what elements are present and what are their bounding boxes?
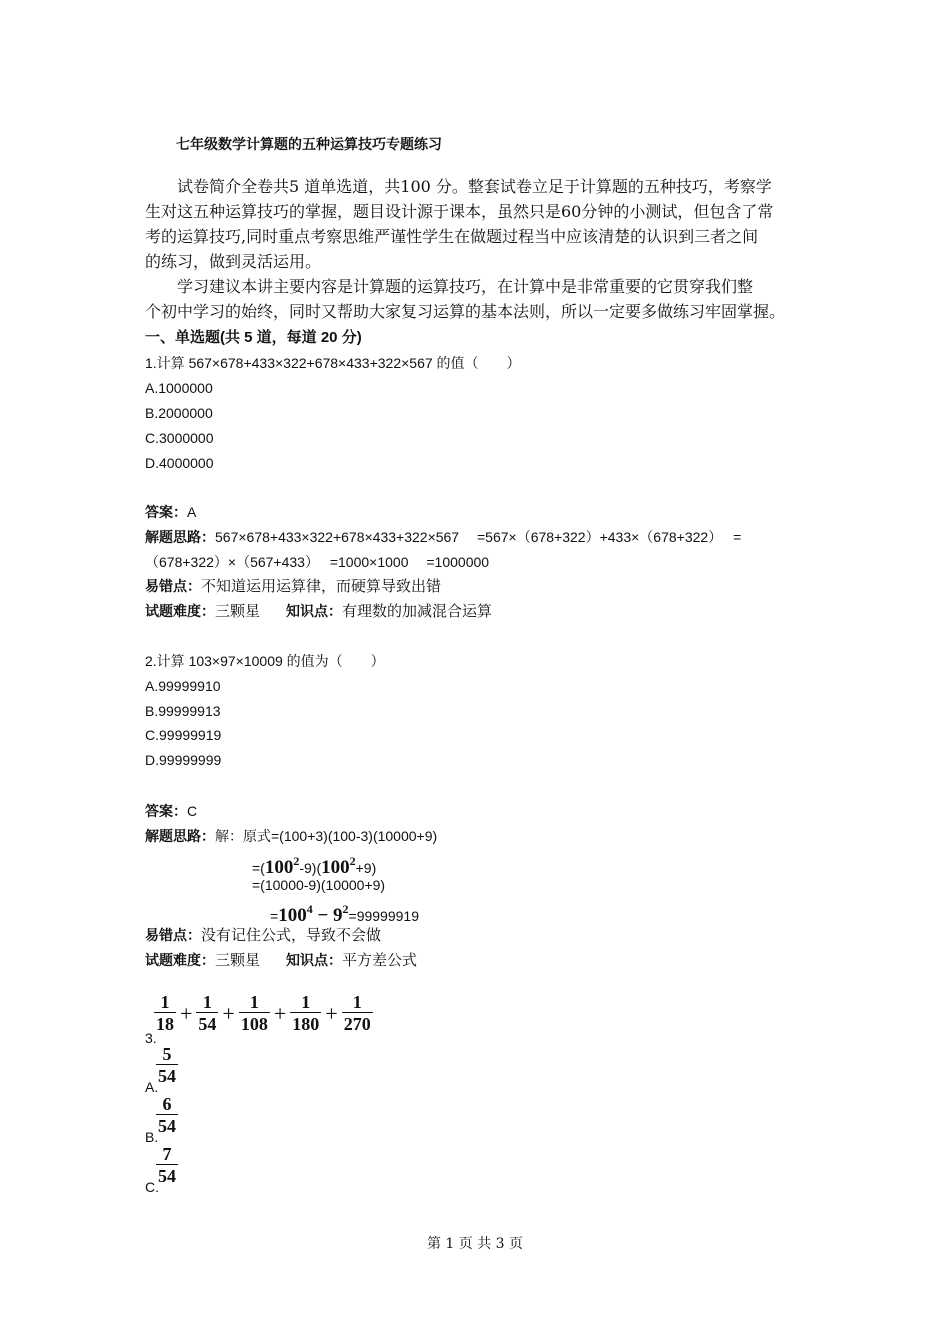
q3-term-5-den: 270	[343, 1014, 371, 1034]
q3-term-1	[154, 992, 176, 1035]
q2-mistake-label: 易错点：	[145, 927, 201, 943]
q2-line4-exp-2: 2	[342, 902, 349, 916]
q2-line2-close: +9)	[355, 860, 377, 876]
q3-expression	[154, 992, 373, 1035]
q2-knowledge-label: 知识点：	[286, 952, 343, 968]
q2-option-d: D.99999999	[145, 752, 222, 768]
q3-term-1-den: 18	[156, 1014, 174, 1034]
q2-approach-line-1	[145, 826, 437, 846]
q3-term-3-den: 108	[240, 1014, 268, 1034]
q3-term-2-num: 1	[202, 992, 212, 1012]
intro-line-2: 生对这五种运算技巧的掌握，题目设计源于课本，虽然只是60分钟的小测试，但包含了常	[145, 202, 774, 221]
q1-mistake-label: 易错点：	[145, 578, 201, 594]
q2-mistake	[145, 925, 381, 945]
q1-approach-line-1	[145, 527, 741, 547]
q2-line2-base-2: 100	[321, 857, 350, 878]
q3-option-b-fraction	[156, 1094, 178, 1137]
q1-approach-label: 解题思路：	[145, 529, 215, 545]
q2-line4-eq: =	[270, 908, 279, 924]
q3-term-4-num: 1	[301, 992, 311, 1012]
q2-difficulty-label: 试题难度：	[145, 952, 215, 968]
q3-option-c-fraction	[156, 1144, 178, 1187]
q1-mistake	[145, 576, 441, 596]
q3-term-2-den: 54	[198, 1014, 217, 1034]
q2-answer-value: C	[187, 803, 198, 819]
q2-knowledge: 平方差公式	[342, 951, 418, 969]
fraction	[156, 1094, 178, 1137]
q2-line2-exp-1: 2	[293, 854, 300, 868]
q2-option-c: C.99999919	[145, 727, 222, 743]
q1-option-c: C.3000000	[145, 430, 214, 446]
q3-term-2	[196, 992, 218, 1035]
q3-number: 3.	[145, 1030, 157, 1046]
q3-term-4	[290, 992, 321, 1035]
q3-option-c-den: 54	[158, 1166, 176, 1186]
q2-approach-label: 解题思路：	[145, 828, 215, 844]
intro-line-3: 考的运算技巧,同时重点考察思维严谨性学生在做题过程当中应该清楚的认识到三者之间	[145, 227, 759, 246]
q2-line4-minus: −	[312, 905, 334, 926]
q2-line4-base-2: 9	[333, 905, 343, 926]
q2-line2-mid: -9)(	[299, 860, 322, 876]
q3-term-3	[239, 992, 270, 1035]
intro-line-4: 的练习，做到灵活运用。	[145, 252, 322, 271]
plus-sign: +	[325, 1000, 338, 1026]
q3-option-c-label: C.	[145, 1179, 159, 1195]
q2-line2-exp-2: 2	[349, 854, 356, 868]
fraction	[156, 1144, 178, 1187]
q2-mistake-text: 没有记住公式，导致不会做	[201, 926, 382, 944]
q2-answer	[145, 801, 197, 821]
q3-option-c-num: 7	[162, 1144, 172, 1164]
q1-option-a: A.1000000	[145, 380, 213, 396]
q2-line2-open: =(	[252, 860, 265, 876]
q3-option-b-label: B.	[145, 1129, 159, 1145]
q1-approach-line-2: （678+322）×（567+433） =1000×1000 =1000000	[145, 554, 490, 570]
q3-option-b-num: 6	[162, 1094, 172, 1114]
q3-term-5	[342, 992, 373, 1035]
q1-option-d: D.4000000	[145, 455, 214, 471]
q2-line4-base-1: 100	[278, 905, 307, 926]
plus-sign: +	[222, 1000, 235, 1026]
q3-term-1-num: 1	[160, 992, 170, 1012]
q2-option-b: B.99999913	[145, 703, 221, 719]
q3-term-3-num: 1	[249, 992, 259, 1012]
q3-option-a-num: 5	[162, 1044, 172, 1064]
q2-approach-line-3: =(10000-9)(10000+9)	[252, 877, 386, 893]
plus-sign: +	[180, 1000, 193, 1026]
intro-line-1: 试卷简介全卷共5 道单选道，共100 分。整套试卷立足于计算题的五种技巧，考察学	[177, 177, 772, 196]
q3-option-a-fraction	[156, 1044, 178, 1087]
q1-knowledge: 有理数的加减混合运算	[342, 602, 493, 620]
q2-line4-result: =99999919	[348, 908, 419, 924]
q3-term-4-den: 180	[292, 1014, 320, 1034]
q2-meta	[145, 950, 417, 970]
q2-line4-exp-1: 4	[306, 902, 313, 916]
document-title: 七年级数学计算题的五种运算技巧专题练习	[176, 136, 442, 152]
q1-answer-label: 答案：	[145, 504, 187, 520]
q1-question: 1.计算 567×678+433×322+678×433+322×567 的值（ ）	[145, 355, 521, 371]
q2-option-a: A.99999910	[145, 678, 221, 694]
q2-difficulty: 三颗星	[215, 951, 261, 969]
q2-answer-label: 答案：	[145, 803, 187, 819]
q3-option-a-label: A.	[145, 1079, 159, 1095]
q3-term-5-num: 1	[352, 992, 362, 1012]
q1-meta	[145, 601, 492, 621]
q3-option-a-den: 54	[158, 1066, 176, 1086]
q2-approach-text-1: 解：原式=(100+3)(100-3)(10000+9)	[215, 828, 438, 844]
section-heading: 一、单选题(共 5 道，每道 20 分)	[145, 329, 362, 346]
q1-answer-value: A	[187, 504, 197, 520]
q1-difficulty-label: 试题难度：	[145, 603, 215, 619]
plus-sign: +	[273, 1000, 287, 1026]
q2-question: 2.计算 103×97×10009 的值为（ ）	[145, 653, 385, 669]
intro-line-6: 个初中学习的始终，同时又帮助大家复习运算的基本法则，所以一定要多做练习牢固掌握。	[145, 302, 786, 321]
intro-line-5: 学习建议本讲主要内容是计算题的运算技巧，在计算中是非常重要的它贯穿我们整	[177, 277, 754, 296]
q1-mistake-text: 不知道运用运算律，而硬算导致出错	[201, 577, 442, 595]
fraction	[156, 1044, 178, 1087]
q1-difficulty: 三颗星	[215, 602, 261, 620]
q1-approach-text-1: 567×678+433×322+678×433+322×567 =567×（678+322）+433×（678+322） =	[215, 529, 742, 545]
q3-option-b-den: 54	[158, 1116, 176, 1136]
page-footer: 第 1 页 共 3 页	[426, 1236, 524, 1252]
q1-option-b: B.2000000	[145, 405, 213, 421]
q1-knowledge-label: 知识点：	[286, 603, 343, 619]
q1-answer	[145, 502, 196, 522]
q2-line2-base-1: 100	[264, 857, 294, 878]
